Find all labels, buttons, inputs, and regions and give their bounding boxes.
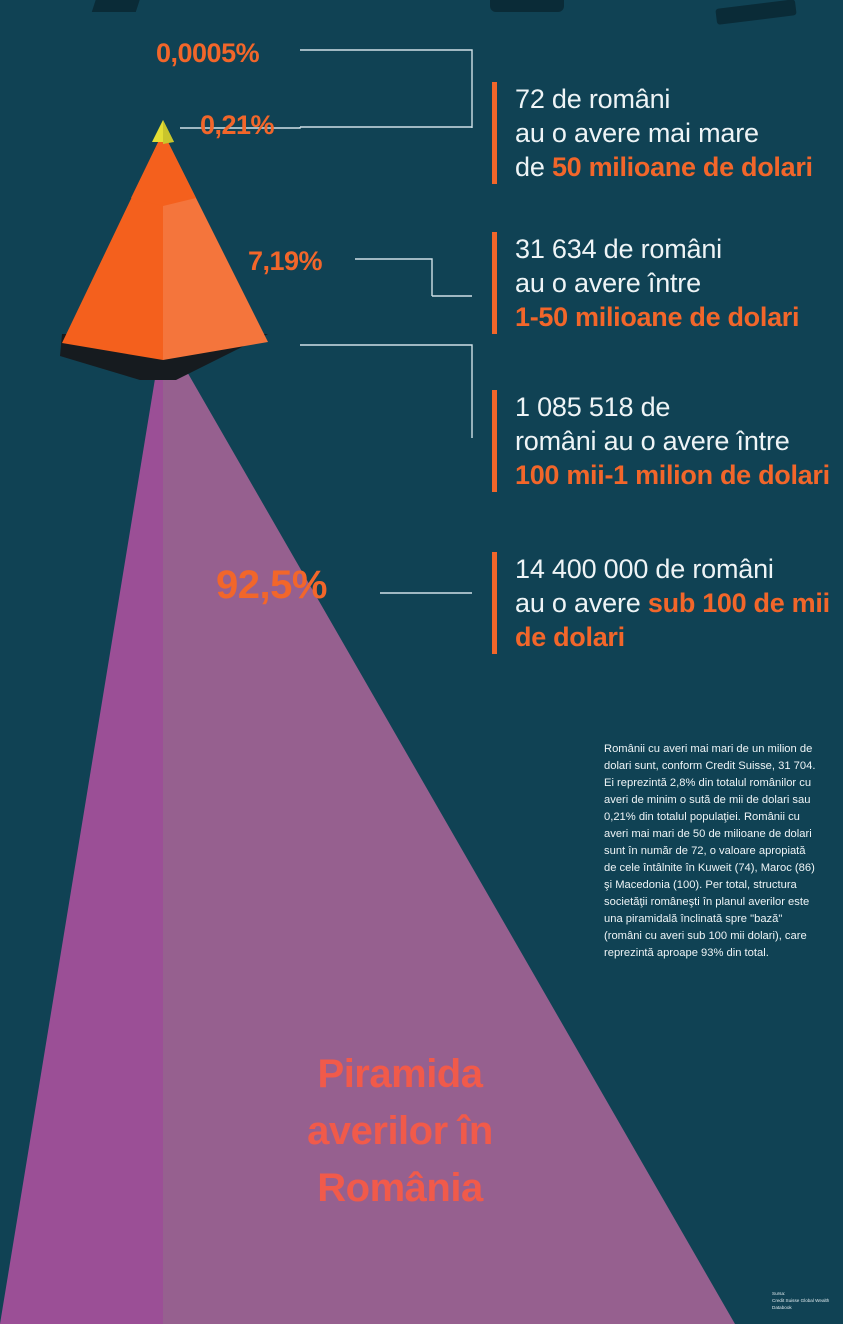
- pyramid-orange-segments: [0, 120, 400, 390]
- callout-tier1-line2: au o avere mai mare: [515, 118, 759, 149]
- callout-tier3-line2: români au o avere între: [515, 426, 790, 457]
- explanatory-paragraph: Românii cu averi mai mari de un milion de dolari sunt, conform Credit Suisse, 31 704. Ei reprezintă 2,8% din totalul românilor cu averi de minim o sută de mii de dolari sau 0,21% din totalul populaţiei. Românii cu averi mai mari de 50 de milioane de dolari sunt în număr de 72, o valoare apropiată de cele întâlnite în Kuweit (74), Maroc (86) şi Macedonia (100). Per total, structura societăţii româneşti în planul averilor este una piramidală înclinată spre "bază" (români cu averi sub 100 mii dolari), care reprezintă aproape 93% din total.: [604, 743, 816, 960]
- callout-tier1-line3-highlight: 50 milioane de dolari: [551, 152, 813, 183]
- callout-tier2-line1: 31 634 de români: [515, 234, 722, 264]
- callout-tier4-line3-highlight: de dolari: [515, 622, 625, 653]
- source-credit-label: Sursa:: [772, 1291, 786, 1296]
- poster-title-line1: Piramida: [317, 1052, 483, 1096]
- poster-title: [232, 1046, 568, 1216]
- callout-tier1-line3: [515, 150, 813, 184]
- callout-tier1-line1: 72 de români: [515, 84, 671, 114]
- percent-label-tier4: 92,5%: [216, 563, 327, 607]
- callout-tier4-line2-highlight: sub 100 de mii: [647, 588, 830, 619]
- percent-label-tier3: 7,19%: [248, 246, 323, 276]
- callout-tier4-line2: [515, 586, 830, 620]
- poster-title-line2: averilor în: [307, 1108, 493, 1153]
- callout-tier2-line2: au o avere între: [515, 268, 701, 299]
- callout-tier2: [492, 232, 799, 334]
- callout-tier1-line3-plain: de: [515, 152, 552, 183]
- percent-label-tier1: 0,0005%: [156, 38, 260, 68]
- source-credit-text: Credit Suisse Global Wealth Databook: [772, 1297, 830, 1310]
- percent-label-tier2: 0,21%: [200, 110, 275, 140]
- callout-tier3-line1: 1 085 518 de: [515, 392, 671, 422]
- source-credit: [772, 1291, 836, 1312]
- callout-tier3: [492, 390, 830, 492]
- callout-tier3-line3-highlight: 100 mii-1 milion de dolari: [515, 460, 830, 491]
- poster-title-line3: România: [317, 1165, 483, 1210]
- callout-tier4-line2-plain: au o avere: [515, 588, 648, 619]
- callout-tier2-line3-highlight: 1-50 milioane de dolari: [515, 302, 800, 333]
- callout-tier4: [492, 552, 830, 654]
- callout-tier4-line1: 14 400 000 de români: [515, 554, 774, 584]
- callout-tier1: [492, 82, 813, 184]
